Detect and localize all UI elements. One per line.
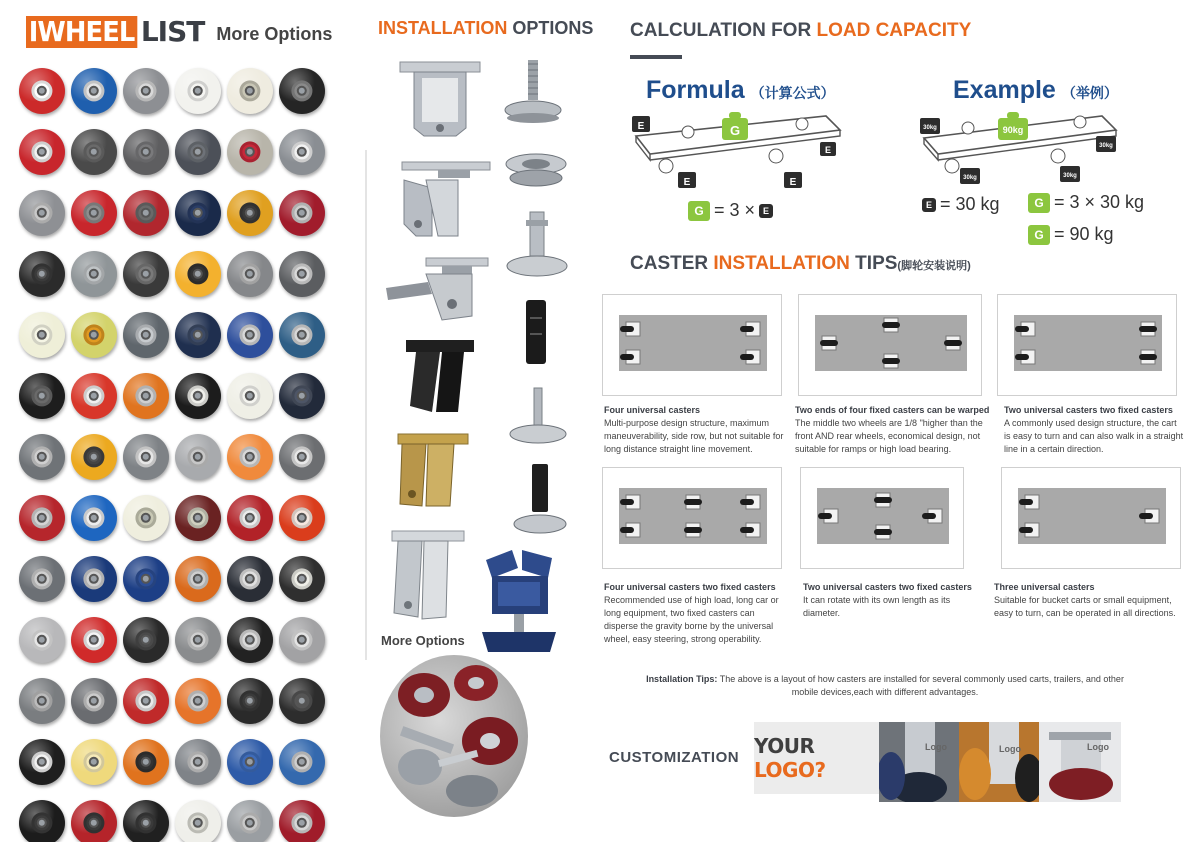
layout-heading: Four universal casters two fixed casters [604,582,776,592]
example-eq2-text: = 3 × 30 kg [1054,192,1145,212]
formula-cart-diagram [626,108,848,194]
wheel-item-53[interactable] [227,556,273,602]
wheel-item-47[interactable] [227,495,273,541]
wheel-item-59[interactable] [227,617,273,663]
kg90-label: 90kg [1002,125,1024,135]
your-logo-text [754,734,879,782]
caster-collage-icon [380,655,528,817]
wheel-list-title-list: LIST [140,15,205,48]
more-options-photo[interactable] [380,655,528,817]
wheel-item-64[interactable] [175,678,221,724]
wheel-item-36[interactable] [279,373,325,419]
installation-options-title [378,18,593,39]
e-weight-label: E [683,177,691,188]
layout-heading: Two ends of four fixed casters can be warped [795,405,990,415]
wheel-item-2[interactable] [71,68,117,114]
kg30-label: 30kg [1099,143,1113,149]
layout-text: Multi-purpose design structure, maximum maneuverability, side row, but not suitable for long distance straight line movement. [604,418,784,454]
tips-title-part-a: CASTER [630,253,714,274]
tips-title-part-c: TIPS [849,253,898,274]
wheel-item-4[interactable] [175,68,221,114]
load-capacity-title [630,20,971,42]
cart-top-view-icon [603,468,783,570]
wheel-item-72[interactable] [279,739,325,785]
custom-logo-photo-3[interactable] [1039,722,1121,802]
grip-neck-stem-icon[interactable] [504,210,570,280]
example-equation-3 [1024,224,1114,245]
example-title: Example [953,76,1056,104]
wheel-item-28[interactable] [175,312,221,358]
cart-top-view-icon [998,295,1178,397]
leveling-caster-icon[interactable] [478,548,560,658]
installation-title-rest: OPTIONS [507,18,594,38]
formula-equation-text: = 3 × [714,200,756,220]
fixed-caster-icon [684,495,702,509]
cart-body [1014,315,1162,371]
more-options-label[interactable]: More Options [381,633,465,648]
cart-top-view-icon [801,468,965,570]
e-weight-icon [922,198,936,212]
example-eq3-text: = 90 kg [1054,224,1114,244]
e-weight-label: E [789,177,797,188]
wheel-item-22[interactable] [175,251,221,297]
wheel-item-25[interactable] [19,312,65,358]
wheel-item-62[interactable] [71,678,117,724]
column-divider [365,150,367,660]
top-plate-swivel-mount-icon[interactable] [398,158,494,240]
wheel-item-9[interactable] [123,129,169,175]
g-weight-icon [688,201,710,221]
layout-text: The middle two wheels are 1/8 "higher than the front AND rear wheels, economical design, not suitable for ramps or high load bearing. [795,418,983,454]
wheel-item-35[interactable] [227,373,273,419]
installation-tips-title [630,253,971,275]
wheel-item-48[interactable] [279,495,325,541]
caster-layout-6 [1001,467,1181,569]
custom-logo-photo-2[interactable] [959,722,1039,802]
wheel-item-71[interactable] [227,739,273,785]
wheel-item-50[interactable] [71,556,117,602]
tips-title-cn: (脚轮安装说明) [897,260,971,272]
wheel-item-74[interactable] [71,800,117,842]
cart-body [619,315,767,371]
caster-layout-1 [602,294,782,396]
load-capacity-title-prefix: CALCULATION FOR [630,20,817,41]
installation-title-highlight: INSTALLATION [378,18,508,38]
wheel-item-11[interactable] [227,129,273,175]
wheel-item-78[interactable] [279,800,325,842]
installation-options-section [372,0,600,842]
cart-top-view-icon [799,295,983,397]
wheel-item-30[interactable] [279,312,325,358]
layout-caption-4 [604,581,790,646]
example-subtitle: （举例） [1061,85,1118,101]
cart-top-view-icon [603,295,783,397]
caster-layout-5 [800,467,964,569]
fixed-caster-icon [944,336,962,350]
wheel-item-27[interactable] [123,312,169,358]
photo-logo-label: Logo [925,742,947,752]
layout-caption-3 [1004,404,1184,456]
wheel-item-18[interactable] [279,190,325,236]
layout-text: Recommended use of high load, long car or long equipment, two fixed casters can disperse the gravity borne by the universal wheel, easy steering, strong operability. [604,595,779,644]
wheel-list-more-options[interactable]: More Options [216,24,333,44]
e-weight-label: E [637,121,645,132]
installation-note [646,673,1124,699]
wheel-item-55[interactable] [19,617,65,663]
wheel-item-38[interactable] [71,434,117,480]
round-stem-icon[interactable] [508,386,568,448]
wheel-item-17[interactable] [227,190,273,236]
wheel-item-60[interactable] [279,617,325,663]
wheel-item-51[interactable] [123,556,169,602]
wheel-item-43[interactable] [19,495,65,541]
g-weight-symbol: G [1028,193,1050,213]
wheel-item-66[interactable] [279,678,325,724]
wheel-item-57[interactable] [123,617,169,663]
example-cart-diagram [918,108,1122,188]
layout-heading: Two universal casters two fixed casters [803,582,972,592]
wheel-item-46[interactable] [175,495,221,541]
wheel-item-7[interactable] [19,129,65,175]
tips-title-part-b: INSTALLATION [713,253,850,274]
top-plate-brake-mount-icon[interactable] [382,254,492,324]
wheel-item-39[interactable] [123,434,169,480]
wheel-item-42[interactable] [279,434,325,480]
layout-text: It can rotate with its own length as its diameter. [803,595,951,618]
caster-layout-2 [798,294,982,396]
layout-heading: Three universal casters [994,582,1095,592]
your-logo-highlight: LOGO? [754,758,826,782]
wheel-item-70[interactable] [175,739,221,785]
your-logo-prefix: YOUR [754,734,815,758]
e-weight-label: E [824,145,832,155]
custom-logo-photo-1[interactable] [879,722,959,802]
layout-caption-1 [604,404,790,456]
custom-caster-photo-icon [1039,722,1121,802]
wheel-grid [16,60,328,820]
wheel-item-75[interactable] [123,800,169,842]
fixed-caster-icon [1139,322,1157,336]
example-heading [953,76,1118,105]
wheel-item-12[interactable] [279,129,325,175]
wheel-item-14[interactable] [71,190,117,236]
wheel-item-5[interactable] [227,68,273,114]
fixed-caster-icon [874,525,892,539]
wheel-item-56[interactable] [71,617,117,663]
wheel-item-54[interactable] [279,556,325,602]
wheel-item-10[interactable] [175,129,221,175]
wheel-item-1[interactable] [19,68,65,114]
layout-caption-6 [994,581,1186,620]
wheel-item-76[interactable] [175,800,221,842]
wheel-item-52[interactable] [175,556,221,602]
black-heavy-mount-icon[interactable] [402,336,478,416]
wheel-item-8[interactable] [71,129,117,175]
wheel-item-49[interactable] [19,556,65,602]
fixed-caster-icon [820,336,838,350]
e-weight-symbol: E [922,198,936,212]
fixed-caster-icon [684,523,702,537]
wheel-item-63[interactable] [123,678,169,724]
installation-note-label: Installation Tips: [646,674,718,684]
wheel-item-67[interactable] [19,739,65,785]
wheel-item-58[interactable] [175,617,221,663]
wheel-item-32[interactable] [71,373,117,419]
wheel-item-37[interactable] [19,434,65,480]
title-underline [630,55,682,59]
example-equation-2 [1024,192,1144,213]
wheel-item-20[interactable] [71,251,117,297]
layout-text: A commonly used design structure, the cart is easy to turn and can also walk in a straight line in a certain direction. [1004,418,1184,454]
wheel-item-29[interactable] [227,312,273,358]
wheel-item-13[interactable] [19,190,65,236]
formula-subtitle: （计算公式） [750,85,835,101]
wheel-item-19[interactable] [19,251,65,297]
wheel-item-45[interactable] [123,495,169,541]
top-plate-bearing-icon[interactable] [504,150,568,190]
kg30-label: 30kg [923,125,937,131]
kg30-label: 30kg [1063,173,1077,179]
custom-caster-photo-icon [959,722,1039,802]
wheel-item-61[interactable] [19,678,65,724]
threaded-stem-icon[interactable] [502,58,564,126]
wheel-item-15[interactable] [123,190,169,236]
expanding-rubber-stem-icon[interactable] [516,298,556,368]
g-weight-icon [1028,193,1050,213]
e-weight-icon [759,204,773,218]
socket-stem-icon[interactable] [512,462,568,542]
layout-text: Suitable for bucket carts or small equipment, easy to turn, can be operated in all directions. [994,595,1176,618]
layout-caption-2 [795,404,999,456]
wheel-list-section [0,0,340,842]
g-weight-label: G [729,123,741,138]
example-eq1-text: = 30 kg [940,194,1000,214]
wheel-item-68[interactable] [71,739,117,785]
formula-equation [684,200,777,221]
wheel-item-33[interactable] [123,373,169,419]
kg30-label: 30kg [963,175,977,181]
layout-heading: Two universal casters two fixed casters [1004,405,1173,415]
layout-caption-5 [803,581,983,620]
cart-top-view-icon [1002,468,1182,570]
wheel-item-34[interactable] [175,373,221,419]
zinc-plate-mount-icon[interactable] [392,430,478,512]
g-weight-symbol: G [1028,225,1050,245]
photo-logo-label: Logo [999,744,1021,754]
wheel-item-24[interactable] [279,251,325,297]
wheel-item-21[interactable] [123,251,169,297]
custom-caster-photo-icon [879,722,959,802]
wheel-list-header [26,14,332,48]
customization-title: CUSTOMIZATION [609,749,740,766]
fixed-caster-icon [882,318,900,332]
e-weight-symbol: E [759,204,773,218]
wheel-list-title-brand: IWHEEL [26,16,137,48]
load-capacity-title-highlight: LOAD CAPACITY [816,20,972,41]
wheel-item-3[interactable] [123,68,169,114]
caster-layout-4 [602,467,782,569]
caster-layout-3 [997,294,1177,396]
wheel-item-41[interactable] [227,434,273,480]
example-equation-1 [918,194,1000,215]
photo-logo-label: Logo [1087,742,1109,752]
formula-title: Formula [646,76,745,104]
wheel-item-40[interactable] [175,434,221,480]
fixed-caster-icon [882,354,900,368]
wheel-item-69[interactable] [123,739,169,785]
g-weight-icon [1028,225,1050,245]
fixed-caster-icon [1139,350,1157,364]
stainless-rigid-mount-icon[interactable] [388,527,468,623]
wheel-item-23[interactable] [227,251,273,297]
wheel-item-31[interactable] [19,373,65,419]
wheel-item-73[interactable] [19,800,65,842]
fixed-caster-icon [874,493,892,507]
installation-note-text: The above is a layout of how casters are installed for several commonly used carts, trailers, and other mobile devices,each with different advantages. [717,674,1124,697]
wheel-item-65[interactable] [227,678,273,724]
wheel-item-26[interactable] [71,312,117,358]
layout-heading: Four universal casters [604,405,701,415]
wheel-item-77[interactable] [227,800,273,842]
top-plate-rigid-mount-icon[interactable] [394,58,486,140]
wheel-item-16[interactable] [175,190,221,236]
wheel-item-6[interactable] [279,68,325,114]
formula-heading [646,76,835,105]
wheel-item-44[interactable] [71,495,117,541]
g-weight-symbol: G [688,201,710,221]
your-logo-box[interactable] [754,722,879,794]
